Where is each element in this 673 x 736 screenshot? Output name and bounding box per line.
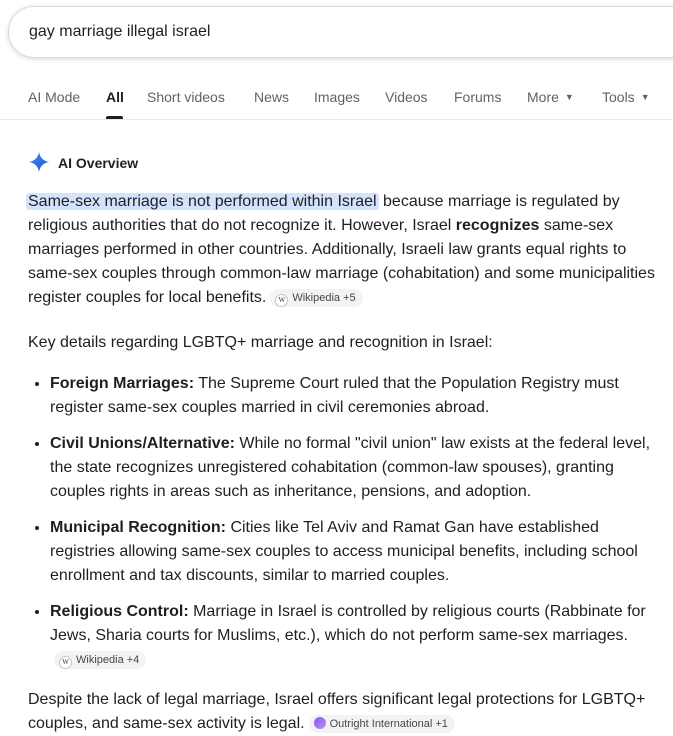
ai-overview-title: AI Overview [58, 155, 139, 171]
list-item-title: Civil Unions/Alternative: [50, 435, 235, 452]
sparkle-icon [28, 151, 50, 173]
list-item-text: While no formal "civil union" law exists at the federal level, the state recognizes unregistered cohabitation (common-law spouses), granting couples rights in areas such as inheritance, pensions, and adoption. [50, 435, 651, 500]
source-chip-wikipedia[interactable] [54, 651, 146, 669]
tab-tools[interactable] [602, 89, 650, 105]
tab-images[interactable]: Images [314, 89, 360, 105]
tab-more[interactable] [527, 89, 574, 105]
tab-forums[interactable]: Forums [454, 89, 502, 105]
search-tabs [0, 78, 673, 120]
tab-ai-mode[interactable]: AI Mode [28, 89, 81, 105]
list-item [50, 600, 664, 672]
tab-news[interactable]: News [254, 89, 290, 105]
list-item [50, 372, 664, 420]
intro-paragraph [28, 190, 664, 310]
list-item-title: Municipal Recognition: [50, 519, 226, 536]
wikipedia-icon: W [275, 294, 288, 307]
intro-text-1: because marriage is regulated by religious authorities that do not recognize it. However, Israel [28, 193, 620, 234]
source-chip-label: Wikipedia +5 [292, 292, 356, 304]
chevron-down-icon: ▼ [564, 92, 574, 102]
key-details-heading: Key details regarding LGBTQ+ marriage and recognition in Israel: [28, 334, 493, 351]
source-chip-wikipedia[interactable] [270, 289, 362, 307]
list-item-text: Cities like Tel Aviv and Ramat Gan have established registries allowing same-sex couples to access municipal benefits, including school enrollment and tax discounts, similar to married couples. [50, 519, 638, 584]
source-chip-label: Wikipedia +4 [76, 654, 140, 666]
tab-tools-label: Tools [602, 89, 635, 105]
search-input[interactable] [29, 19, 629, 45]
tab-all[interactable]: All [106, 89, 124, 105]
list-item-text: The Supreme Court ruled that the Population Registry must register same-sex couples married in civil ceremonies abroad. [50, 375, 619, 416]
conclusion-paragraph [28, 688, 664, 736]
tab-short-videos[interactable]: Short videos [147, 89, 225, 105]
details-list [28, 372, 664, 672]
wikipedia-icon: W [59, 656, 72, 669]
outright-icon [314, 717, 326, 729]
search-bar[interactable] [8, 6, 673, 58]
source-chip-outright[interactable] [309, 715, 455, 733]
intro-bold: recognizes [455, 217, 540, 234]
ai-overview-content [28, 190, 664, 736]
list-item [50, 432, 664, 504]
tab-videos[interactable]: Videos [385, 89, 428, 105]
active-tab-indicator [106, 116, 123, 119]
conclusion-text: Despite the lack of legal marriage, Israel offers significant legal protections for LGBTQ+ couples, and same-sex activity is legal. [28, 691, 646, 732]
list-item-title: Foreign Marriages: [50, 375, 195, 392]
source-chip-label: Outright International +1 [329, 718, 448, 730]
tab-more-label: More [527, 89, 559, 105]
intro-text-2: same-sex marriages performed in other countries. Additionally, Israeli law grants equal rights to same-sex couples through common-law marriage (cohabitation) and some municipalities register couples for local benefits. [28, 217, 655, 306]
list-item-title: Religious Control: [50, 603, 189, 620]
list-item-text: Marriage in Israel is controlled by religious courts (Rabbinate for Jews, Sharia courts for Muslims, etc.), which do not perform same-sex marriages. [50, 603, 646, 644]
list-item [50, 516, 664, 588]
highlighted-answer: Same-sex marriage is not performed within Israel [28, 193, 377, 210]
chevron-down-icon: ▼ [640, 92, 650, 102]
